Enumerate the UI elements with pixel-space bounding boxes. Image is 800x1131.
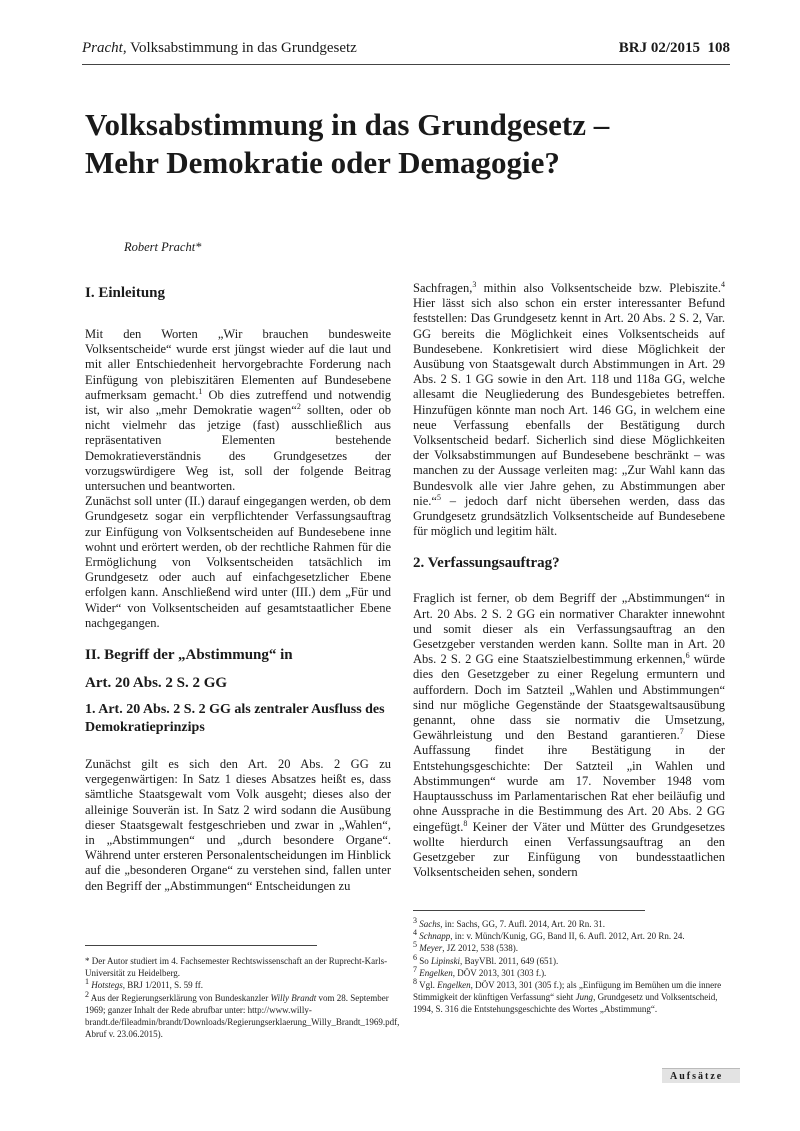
footnote-number: 2 [85,989,89,999]
footnote-ref-2[interactable]: 2 [296,401,301,411]
footnote-number: 1 [85,977,89,987]
running-head-author: Pracht [82,40,123,56]
footnote-4 [413,930,725,942]
footnote-ref-1[interactable]: 1 [198,386,203,396]
page-number: 108 [707,40,730,56]
footnote-1 [85,979,391,991]
footnote-8 [413,979,725,1016]
subheading-art20: 1. Art. 20 Abs. 2 S. 2 GG als zentraler Ausfluss des Demokratieprinzips [85,702,385,736]
paragraph-text: Keiner der Väter und Mütter des Grundgesetzes wollte hierdurch einen Verfassungsauftrag an den Gesetzgeber zur Einfügung von bundesstaatlichen Volksentscheiden sehen, sondern [413,819,725,880]
footnote-text: , DÖV 2013, 301 (303 f.). [452,967,547,978]
footnote-ref-7[interactable]: 7 [679,727,684,737]
footnote-author: Meyer [419,943,443,954]
paragraph-text: – jedoch darf nicht übersehen werden, dass das Grundgesetz grundsätzlich Volksentscheide auf Bundesebene für möglich und legitim hält. [413,493,725,539]
footnote-ref-6[interactable]: 6 [685,651,690,661]
header-rule [82,64,730,65]
footnote-url-text[interactable]: vom 28. September 1969; ganzer Inhalt der Rede abrufbar unter: http://www.willy-brandt.de/fileadmin/brandt/Downloads/Regierungserklaerung_Willy_Brandt_1969.pdf, Abruf v. 23.06.2015). [85,992,400,1040]
footnote-author: Sachs [419,919,441,929]
title-line-2: Mehr Demokratie oder Demagogie? [85,145,560,180]
footnote-3 [413,918,725,930]
paragraph-text: Mit den Worten „Wir brauchen bundesweite Volksentscheide“ wurde erst jüngst wieder auf die laut und mit aller Entschiedenheit hervorgebrachte Forderung nach Einfügung von plebiszitären Elementen auf Bundesebene aufmerksam gemacht. [85,327,391,402]
footnote-author: Engelken [419,967,453,978]
footnote-author: Engelken [437,980,471,991]
running-head-title [82,40,357,57]
footnote-number: 5 [413,940,417,950]
footnote-number: 3 [413,916,417,925]
paragraph-text: Hier lässt sich also schon ein erster interessanter Befund feststellen: Das Grundgesetz kennt in Art. 20 Abs. 2 S. 2, Var. GG bereits die Möglichkeit eines Volksentscheids auf Bundesebene. Konkretisiert wird diese Möglichkeit der Ausübung von Staatsgewalt durch Abstimmungen in Art. 29 Abs. 2 S. 1 GG sowie in den Art. 118 und 118a GG, welche allesamt die Neugliederung des Bundesgebietes betreffen. Hinzufügen könnte man noch Art. 146 GG, in welchem eine neue Verfassung ebenfalls der Bestätigung durch Volksentscheid bedarf. Sicherlich sind diese Möglichkeiten der Volksabstimmungen auf Bundesebene beschränkt – was manchen zu der Aussage verleiten mag: „Zur Wahl kann das Bundesvolk alle vier Jahre gehen, zu Abstimmungen aber nie.“ [413,296,725,508]
footnote-text: , JZ 2012, 538 (538). [442,943,518,954]
paragraph-art20: Zunächst gilt es sich den Art. 20 Abs. 2 GG zu vergegenwärtigen: In Satz 1 dieses Absatzes heißt es, dass sämtliche Staatsgewalt vom Volk ausgeht; dieses also der alleinige Souverän ist. In Satz 2 wird sodann die Ausübung dieser Staatsgewalt festgeschrieben und zwar in „Wahlen“, in „Abstimmungen“ und „durch besondere Organe“. Während unter ersteren Personalentscheidungen im Hinblick auf die „besonderen Organe“ zu verstehen sind, fallen unter den Begriff der „Abstimmungen“ Entscheidungen zu [85,757,391,893]
right-column [413,281,725,880]
paragraph-text: Sachfragen, [413,281,473,295]
paragraph-text: Fraglich ist ferner, ob dem Begriff der „Abstimmungen“ in Art. 20 Abs. 2 S. 2 GG ein normativer Charakter innewohnt und somit dieser als ein Verfassungsauftrag an den Gesetzgeber verstanden werden kann. Sollte man in Art. 20 Abs. 2 S. 2 GG eine Staatszielbestimmung erkennen, [413,591,725,667]
footnote-text: Vgl. [419,980,438,991]
footnote-author: Schnapp [419,931,451,942]
footnote-number: 6 [413,952,417,962]
footnote-ref-3[interactable]: 3 [472,279,477,289]
footnote-text: , BRJ 1/2011, S. 59 ff. [122,980,204,991]
footnote-number: 8 [413,977,417,987]
journal-issue: BRJ 02/2015 [618,40,700,56]
heading-einleitung: I. Einleitung [85,285,166,301]
footnote-text: So [419,955,432,966]
footnote-rule-left [85,945,317,946]
footnote-6 [413,952,725,967]
running-head-journal [619,40,730,57]
left-column [85,283,391,894]
footnote-author: Willy Brandt [270,992,317,1003]
footnote-text: Aus der Regierungserklärung von Bundeskanzler [90,992,271,1003]
paragraph-text: würde dies den Gesetzgeber zu einer Regelung ermuntern und auffordern. Doch im Satzteil „Wahlen und Abstimmungen“ sind nur mögliche Gegenstände der Staatsgewaltsausübung genannt, ohne dass sie normativ die Umsetzung, Gewährleistung und den Bestand garantieren. [413,652,725,743]
footnote-5 [413,942,725,954]
footnotes-left [85,955,400,1040]
footnote-author: Lipinski [431,955,461,966]
footnote-text: , Grundgesetz und Volksentscheid, 1994, S. 316 die Entstehungsgeschichte des Wortes „Abstimmung“. [413,992,718,1015]
footnote-author: Hotstegs [91,980,123,991]
footnote-author: Jung [575,992,594,1003]
heading-verfassungsauftrag: 2. Verfassungsauftrag? [413,555,560,572]
paragraph-verfassungsauftrag [413,591,725,880]
title-line-1: Volksabstimmung in das Grundgesetz – [85,107,610,142]
footnote-2 [85,989,400,1041]
footnote-text: , in: v. Münch/Kunig, GG, Band II, 6. Aufl. 2012, Art. 20 Rn. 24. [450,931,685,942]
footnote-star: * Der Autor studiert im 4. Fachsemester Rechtswissenschaft an der Ruprecht-Karls-Universität zu Heidelberg. [85,956,388,979]
footnote-ref-5[interactable]: 5 [436,492,441,502]
footnote-number: 4 [413,928,417,938]
paragraph-text: Ob dies zutreffend und notwendig ist, wir also „mehr Demokratie wagen“ [85,387,391,418]
paragraph-text: mithin also Volksentscheide bzw. Plebiszite. [476,281,721,295]
article-title [85,106,685,182]
footnote-text: , in: Sachs, GG, 7. Aufl. 2014, Art. 20 Rn. 31. [440,919,606,929]
footnote-ref-4[interactable]: 4 [721,279,725,289]
heading-begriff-line2: Art. 20 Abs. 2 S. 2 GG [85,675,228,692]
running-head [82,40,730,57]
footnote-rule-right [413,910,645,911]
footnotes-right [413,918,725,1016]
author-name: Robert Pracht* [124,240,202,254]
paragraph-intro [85,327,391,494]
footnote-7 [413,964,725,979]
paragraph-text: Diese Auffassung findet ihre Bestätigung in der Entstehungsgeschichte: Der Satzteil „in Wahlen und Abstimmungen“ wurde am 17. November 1948 vom Hauptausschuss im Parlamentarischen Rat eher beiläufig und ohne Aussprache in die Bestimmung des Art. 20 Abs. 2 GG eingefügt. [413,728,725,834]
footnote-number: 7 [413,964,417,974]
footnote-ref-8[interactable]: 8 [463,818,468,828]
paragraph-text: sollten, oder ob nicht vielmehr das jetzige (fast) ausschließlich aus repräsentativen Elementen bestehende Demokratieverständnis des Grundgesetzes der vorzugswürdigere Weg ist, soll der folgende Beitrag untersuchen und beantworten. [85,403,392,494]
paragraph-outline: Zunächst soll unter (II.) darauf eingegangen werden, ob dem Grundgesetz sogar ein verpflichtender Verfassungsauftrag zur Einfügung von Volksentscheiden auf Bundesebene inne wohnt und erörtert werden, ob der rechtliche Rahmen für die Ermöglichung von Volksentscheiden tatsächlich im Grundgesetz oder auch auf einfachgesetzlicher Ebene erfolgen kann. Anschließend wird unter (III.) dem „Für und Wider“ von Volksentscheiden auf gesamtstaatlicher Ebene nachgegangen. [85,494,391,630]
running-head-topic: , Volksabstimmung in das Grundgesetz [122,40,357,56]
paragraph-sachfragen [413,281,725,539]
footnote-text: , BayVBl. 2011, 649 (651). [460,955,559,966]
heading-begriff: II. Begriff der „Abstimmung“ in [85,647,293,664]
section-tab-aufsaetze: Aufsätze [662,1068,740,1083]
footnote-text: , DÖV 2013, 301 (305 f.); als „Einfügung im Bemühen um die innere Stimmigkeit der künftigen Verfassung“ sieht [413,980,722,1003]
